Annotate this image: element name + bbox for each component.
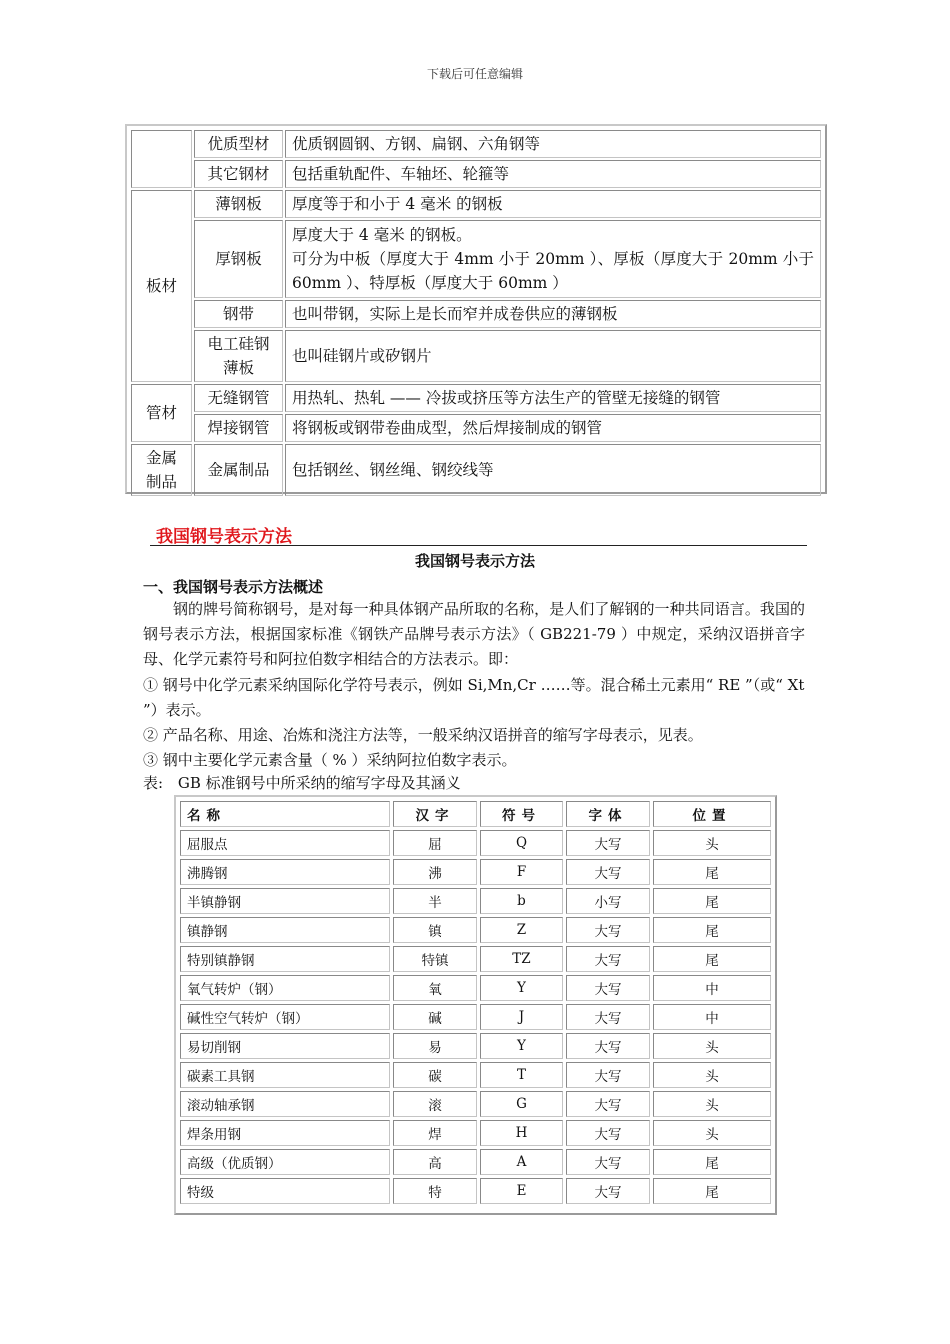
item-desc-line: 厚度大于 4 毫米 的钢板。 xyxy=(292,226,472,244)
center-title: 我国钢号表示方法 xyxy=(414,552,535,570)
row-position: 头 xyxy=(653,1033,771,1059)
row-name: 易切削钢 xyxy=(180,1033,390,1059)
row-font: 大写 xyxy=(566,975,650,1001)
row-symbol: b xyxy=(480,888,563,914)
row-symbol: TZ xyxy=(480,946,563,972)
table-row xyxy=(131,220,821,298)
row-name: 滚动轴承钢 xyxy=(180,1091,390,1117)
group-cell xyxy=(131,130,192,188)
paragraph: 钢的牌号简称钢号，是对每一种具体钢产品所取的名称，是人们了解钢的一种共同语言。我国的钢号表示方法，根据国家标准《钢铁产品牌号表示方法》（ GB221-79 ）中规定，采纳汉语拼音字母、化学元素符号和阿拉伯数字相结合的方法表示。即： xyxy=(143,600,805,669)
item-desc: 包括钢丝、钢丝绳、钢绞线等 xyxy=(285,444,821,496)
group-cell: 金属制品 xyxy=(131,444,192,496)
group-cell: 管材 xyxy=(131,384,192,442)
table-row xyxy=(131,300,821,328)
table-header-row xyxy=(180,801,771,827)
table-row xyxy=(180,1004,771,1030)
header-note: 下载后可任意编辑 xyxy=(426,67,523,81)
row-hanzi: 高 xyxy=(393,1149,477,1175)
col-header-hanzi: 汉字 xyxy=(393,801,477,827)
table-row xyxy=(131,444,821,496)
row-hanzi: 屈 xyxy=(393,830,477,856)
table-row xyxy=(180,946,771,972)
row-position: 尾 xyxy=(653,1149,771,1175)
row-hanzi: 沸 xyxy=(393,859,477,885)
caption-text: GB 标准钢号中所采纳的缩写字母及其涵义 xyxy=(177,774,461,792)
item-name: 电工硅钢薄板 xyxy=(194,330,283,382)
group-cell: 板材 xyxy=(131,190,192,382)
item-name: 金属制品 xyxy=(194,444,283,496)
table-row xyxy=(180,1033,771,1059)
item-desc: 优质钢圆钢、方钢、扁钢、六角钢等 xyxy=(285,130,821,158)
row-position: 头 xyxy=(653,830,771,856)
row-position: 头 xyxy=(653,1091,771,1117)
table-row xyxy=(180,859,771,885)
item-name: 优质型材 xyxy=(194,130,283,158)
row-symbol: H xyxy=(480,1120,563,1146)
row-font: 大写 xyxy=(566,830,650,856)
row-name: 镇静钢 xyxy=(180,917,390,943)
item-name: 薄钢板 xyxy=(194,190,283,218)
item-name: 焊接钢管 xyxy=(194,414,283,442)
item-name: 钢带 xyxy=(194,300,283,328)
row-font: 大写 xyxy=(566,1149,650,1175)
table-row xyxy=(131,160,821,188)
steel-category-table xyxy=(125,124,827,494)
item-desc: 也叫硅钢片或矽钢片 xyxy=(285,330,821,382)
row-symbol: Y xyxy=(480,1033,563,1059)
row-name: 焊条用钢 xyxy=(180,1120,390,1146)
row-position: 尾 xyxy=(653,1178,771,1204)
body-text xyxy=(143,597,805,773)
row-font: 大写 xyxy=(566,1120,650,1146)
row-symbol: Z xyxy=(480,917,563,943)
row-font: 大写 xyxy=(566,1178,650,1204)
table-row xyxy=(180,1178,771,1204)
table-row xyxy=(180,1091,771,1117)
row-name: 特别镇静钢 xyxy=(180,946,390,972)
row-hanzi: 滚 xyxy=(393,1091,477,1117)
table-row xyxy=(131,414,821,442)
col-header-name: 名称 xyxy=(180,801,390,827)
row-font: 大写 xyxy=(566,1033,650,1059)
row-symbol: A xyxy=(480,1149,563,1175)
table-row xyxy=(180,888,771,914)
row-name: 沸腾钢 xyxy=(180,859,390,885)
col-header-font: 字体 xyxy=(566,801,650,827)
table-row xyxy=(131,190,821,218)
row-name: 高级（优质钢） xyxy=(180,1149,390,1175)
item-desc: 包括重轨配件、车轴坯、轮箍等 xyxy=(285,160,821,188)
row-hanzi: 氧 xyxy=(393,975,477,1001)
col-header-symbol: 符号 xyxy=(480,801,563,827)
row-hanzi: 碳 xyxy=(393,1062,477,1088)
row-position: 尾 xyxy=(653,917,771,943)
item-desc: 厚度等于和小于 4 毫米 的钢板 xyxy=(285,190,821,218)
item-desc: 也叫带钢，实际上是长而窄并成卷供应的薄钢板 xyxy=(285,300,821,328)
row-hanzi: 镇 xyxy=(393,917,477,943)
table-row xyxy=(131,384,821,412)
item-desc-line: 可分为中板（厚度大于 4mm 小于 20mm ）、厚板（厚度大于 20mm 小于 60mm ）、特厚板（厚度大于 60mm ） xyxy=(292,250,814,292)
row-hanzi: 易 xyxy=(393,1033,477,1059)
list-item: ① 钢号中化学元素采纳国际化学符号表示，例如 Si,Mn,Cr ……等。混合稀土元素用“ RE ”（或“ Xt ”）表示。 xyxy=(143,675,805,719)
divider xyxy=(150,545,807,546)
row-hanzi: 特镇 xyxy=(393,946,477,972)
abbreviation-table xyxy=(174,795,777,1215)
row-hanzi: 焊 xyxy=(393,1120,477,1146)
row-position: 尾 xyxy=(653,946,771,972)
row-position: 尾 xyxy=(653,888,771,914)
row-symbol: G xyxy=(480,1091,563,1117)
row-name: 屈服点 xyxy=(180,830,390,856)
row-symbol: J xyxy=(480,1004,563,1030)
table-row xyxy=(180,917,771,943)
table-row xyxy=(180,1149,771,1175)
row-name: 半镇静钢 xyxy=(180,888,390,914)
row-name: 碳素工具钢 xyxy=(180,1062,390,1088)
table-row xyxy=(180,830,771,856)
row-font: 大写 xyxy=(566,917,650,943)
abbreviation-table-body xyxy=(180,830,771,1204)
list-item: ② 产品名称、用途、冶炼和浇注方法等，一般采纳汉语拼音的缩写字母表示，见表。 xyxy=(143,726,703,745)
section-subtitle: 一、我国钢号表示方法概述 xyxy=(143,578,324,596)
row-name: 氧气转炉（钢） xyxy=(180,975,390,1001)
table-row xyxy=(180,1062,771,1088)
row-font: 大写 xyxy=(566,1062,650,1088)
row-hanzi: 碱 xyxy=(393,1004,477,1030)
row-font: 小写 xyxy=(566,888,650,914)
item-name: 无缝钢管 xyxy=(194,384,283,412)
table-caption xyxy=(143,772,471,793)
table-row xyxy=(131,330,821,382)
row-symbol: F xyxy=(480,859,563,885)
row-name: 碱性空气转炉（钢） xyxy=(180,1004,390,1030)
item-desc: 用热轧、热轧 —— 冷拔或挤压等方法生产的管壁无接缝的钢管 xyxy=(285,384,821,412)
table-row xyxy=(180,975,771,1001)
row-font: 大写 xyxy=(566,1004,650,1030)
list-item: ③ 钢中主要化学元素含量（ % ）采纳阿拉伯数字表示。 xyxy=(143,751,517,770)
row-position: 头 xyxy=(653,1062,771,1088)
row-font: 大写 xyxy=(566,859,650,885)
red-section-title: 我国钢号表示方法 xyxy=(156,527,292,547)
item-desc: 将钢板或钢带卷曲成型，然后焊接制成的钢管 xyxy=(285,414,821,442)
row-symbol: Y xyxy=(480,975,563,1001)
row-position: 中 xyxy=(653,1004,771,1030)
row-position: 头 xyxy=(653,1120,771,1146)
row-name: 特级 xyxy=(180,1178,390,1204)
item-name: 厚钢板 xyxy=(194,220,283,298)
item-name: 其它钢材 xyxy=(194,160,283,188)
row-symbol: Q xyxy=(480,830,563,856)
row-font: 大写 xyxy=(566,946,650,972)
item-desc xyxy=(285,220,821,298)
row-symbol: T xyxy=(480,1062,563,1088)
row-position: 尾 xyxy=(653,859,771,885)
table-row xyxy=(180,1120,771,1146)
row-symbol: E xyxy=(480,1178,563,1204)
row-position: 中 xyxy=(653,975,771,1001)
col-header-position: 位置 xyxy=(653,801,771,827)
caption-label: 表: xyxy=(143,774,164,792)
table-row xyxy=(131,130,821,158)
row-hanzi: 半 xyxy=(393,888,477,914)
row-font: 大写 xyxy=(566,1091,650,1117)
row-hanzi: 特 xyxy=(393,1178,477,1204)
